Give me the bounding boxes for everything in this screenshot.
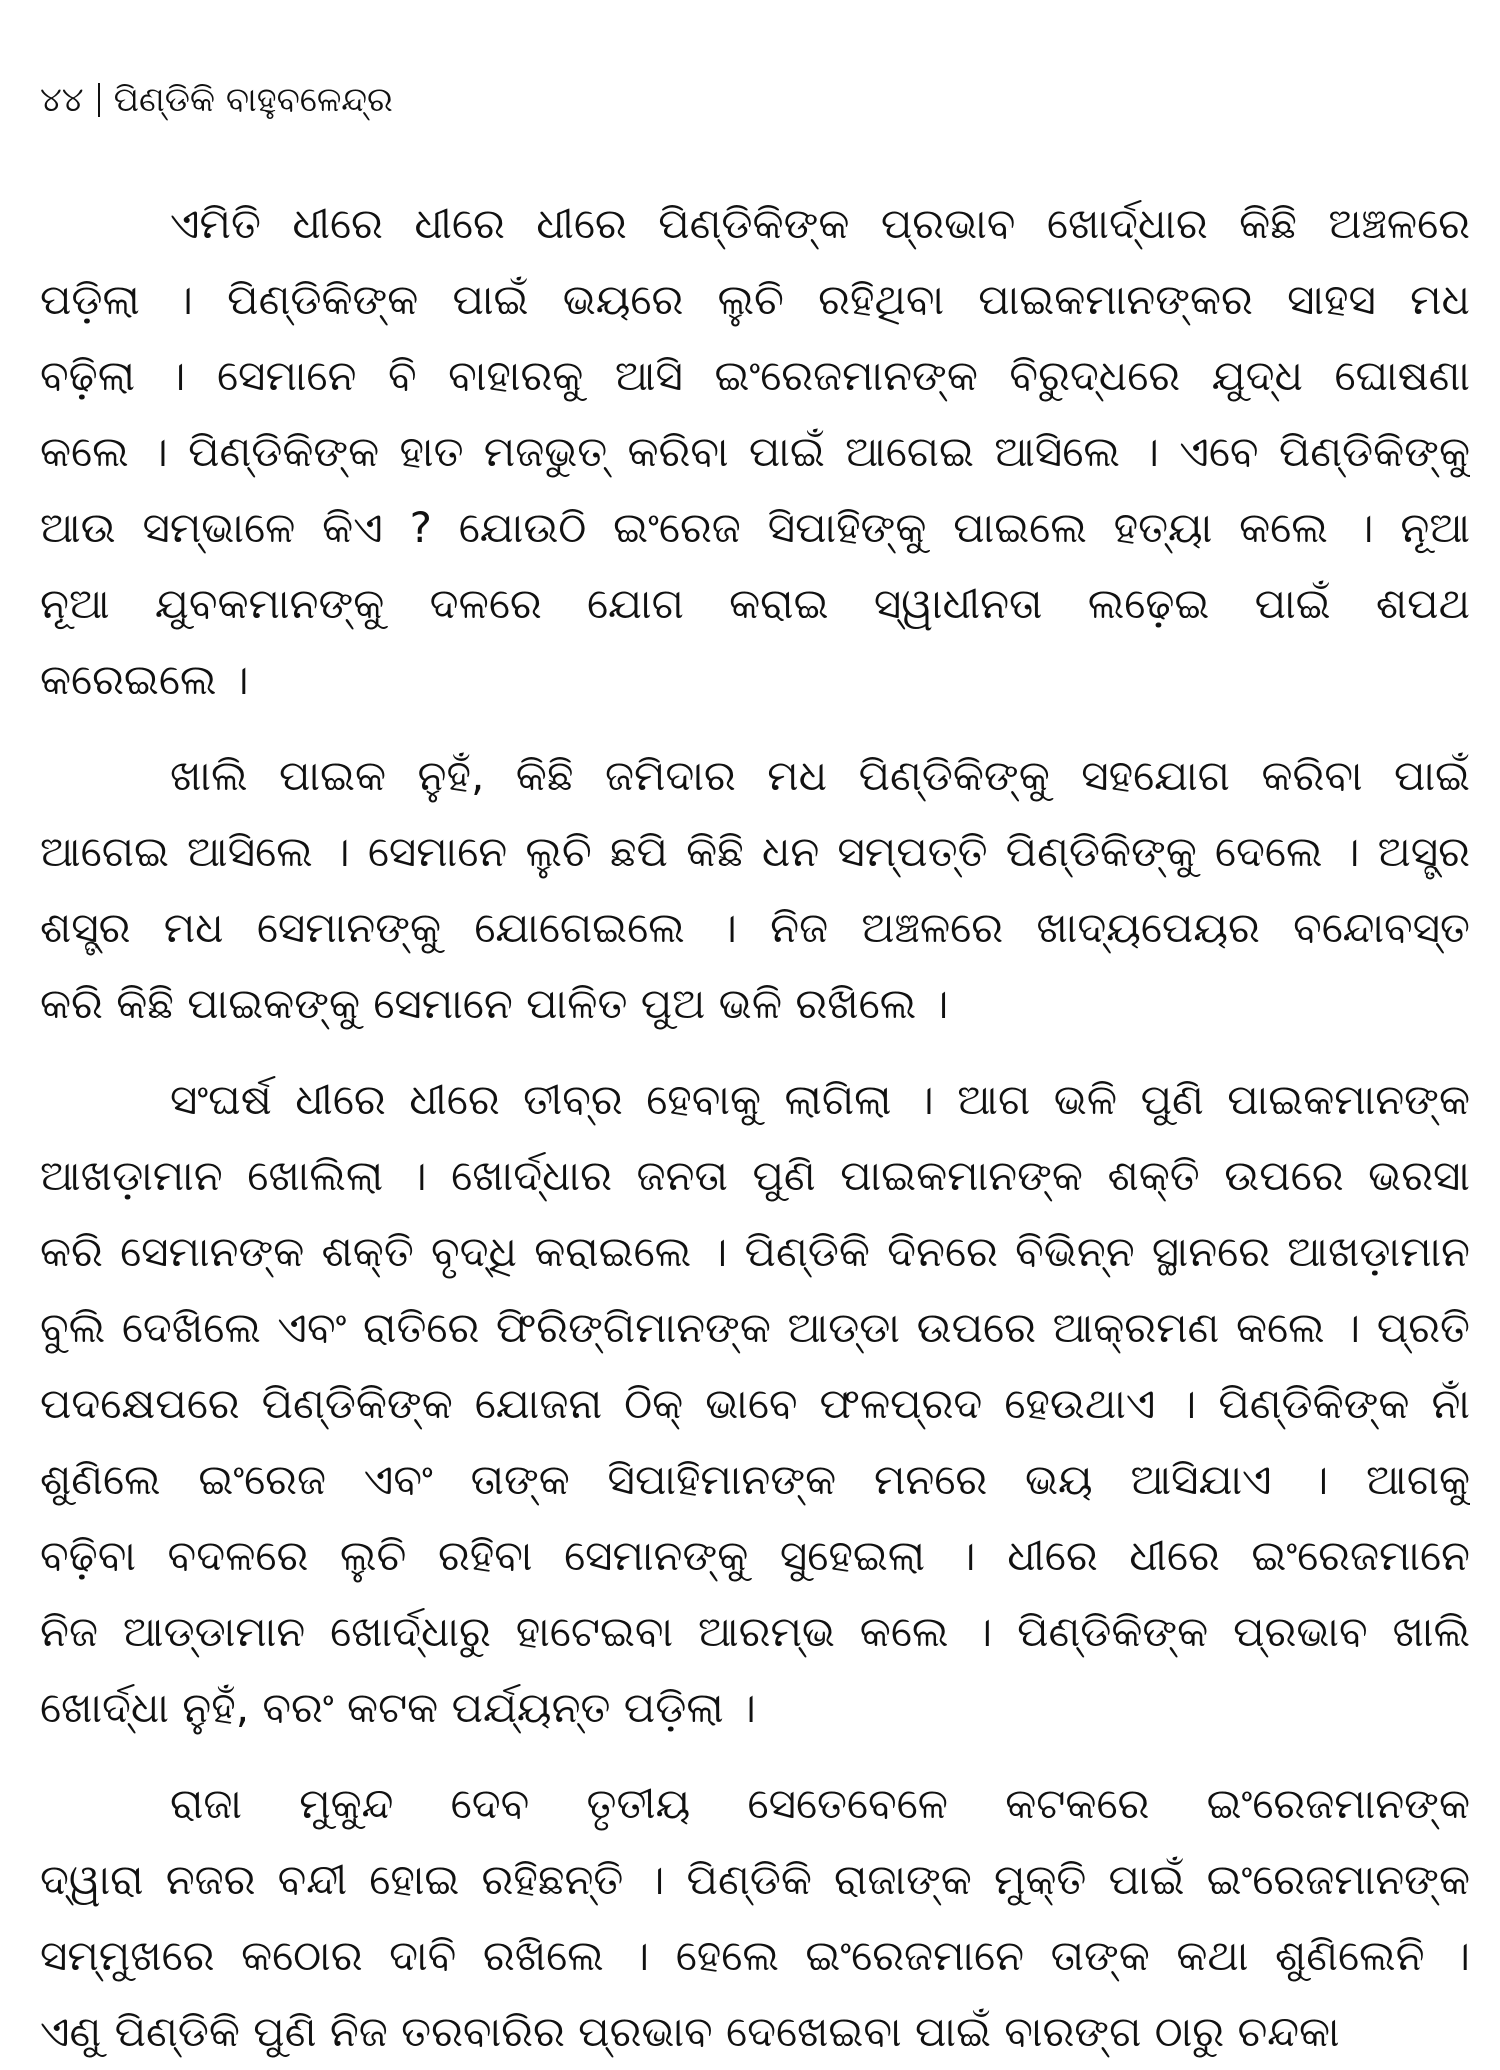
text-line: ସମ୍ମୁଖରେ କଠୋର ଦାବି ରଖିଲେ । ହେଲେ ଇଂରେଜମାନେ ତାଙ୍କ କଥା ଶୁଣିଲେନି । — [40, 1931, 1470, 1980]
text-line: ଶସ୍ତ୍ର ମଧ ସେମାନଙ୍କୁ ଯୋଗେଇଲେ । ନିଜ ଅଞ୍ଚଳରେ ଖାଦ୍ୟପେୟର ବନ୍ଦୋବସ୍ତ — [40, 903, 1470, 952]
text-line: ଖୋର୍ଦ୍ଧା ନୁହଁ, ବରଂ କଟକ ପର୍ଯ୍ୟନ୍ତ ପଡ଼ିଲା । — [40, 1683, 756, 1732]
text-line: ବୁଲି ଦେଖିଲେ ଏବଂ ରାତିରେ ଫିରିଙ୍ଗିମାନଙ୍କ ଆଡ୍ଡା ଉପରେ ଆକ୍ରମଣ କଲେ । ପ୍ରତି — [40, 1303, 1470, 1352]
text-line: ରାଜା ମୁକୁନ୍ଦ ଦେବ ତୃତୀୟ ସେତେବେଳେ କଟକରେ ଇଂରେଜମାନଙ୍କ — [170, 1779, 1470, 1828]
text-line: ଦ୍ୱାରା ନଜର ବନ୍ଦୀ ହୋଇ ରହିଛନ୍ତି । ପିଣ୍ଡିକି ରାଜାଙ୍କ ମୁକ୍ତି ପାଇଁ ଇଂରେଜମାନଙ୍କ — [40, 1855, 1470, 1904]
text-line: ସଂଘର୍ଷ ଧୀରେ ଧୀରେ ତୀବ୍ର ହେବାକୁ ଲାଗିଲା । ଆଗ ଭଳି ପୁଣି ପାଇକମାନଙ୍କ — [170, 1075, 1470, 1124]
text-line: ନିଜ ଆଡ୍ଡାମାନ ଖୋର୍ଦ୍ଧାରୁ ହାଟେଇବା ଆରମ୍ଭ କଲେ । ପିଣ୍ଡିକିଙ୍କ ପ୍ରଭାବ ଖାଲି — [40, 1607, 1470, 1656]
page-number: ୪୪ — [40, 80, 84, 120]
text-line: ଆଗେଇ ଆସିଲେ । ସେମାନେ ଲୁଚି ଛପି କିଛି ଧନ ସମ୍ପତ୍ତି ପିଣ୍ଡିକିଙ୍କୁ ଦେଲେ । ଅସ୍ତ୍ର — [40, 827, 1470, 876]
text-line: କରେଇଲେ । — [40, 655, 249, 704]
text-line: ପଡ଼ିଲା । ପିଣ୍ଡିକିଙ୍କ ପାଇଁ ଭୟରେ ଲୁଚି ରହିଥିବା ପାଇକମାନଙ୍କର ସାହସ ମଧ — [40, 275, 1470, 324]
text-line: କଲେ । ପିଣ୍ଡିକିଙ୍କ ହାତ ମଜଭୁତ୍ କରିବା ପାଇଁ ଆଗେଇ ଆସିଲେ । ଏବେ ପିଣ୍ଡିକିଙ୍କୁ — [40, 427, 1470, 476]
text-line: ବଢ଼ିଲା । ସେମାନେ ବି ବାହାରକୁ ଆସି ଇଂରେଜମାନଙ୍କ ବିରୁଦ୍ଧରେ ଯୁଦ୍ଧ ଘୋଷଣା — [40, 351, 1470, 400]
paragraph — [40, 1062, 1470, 1746]
text-line: କରି କିଛି ପାଇକଙ୍କୁ ସେମାନେ ପାଳିତ ପୁଅ ଭଳି ରଖିଲେ । — [40, 979, 949, 1028]
book-title: ପିଣ୍ଡିକି ବାହୁବଳେନ୍ଦ୍ର — [113, 80, 393, 120]
running-header — [40, 70, 1470, 130]
text-line: କରି ସେମାନଙ୍କ ଶକ୍ତି ବୃଦ୍ଧି କରାଇଲେ । ପିଣ୍ଡିକି ଦିନରେ ବିଭିନ୍ନ ସ୍ଥାନରେ ଆଖଡ଼ାମାନ — [40, 1227, 1470, 1276]
text-line: ଏମିତି ଧୀରେ ଧୀରେ ଧୀରେ ପିଣ୍ଡିକିଙ୍କ ପ୍ରଭାବ ଖୋର୍ଦ୍ଧାର କିଛି ଅଞ୍ଚଳରେ — [170, 199, 1470, 248]
paragraph — [40, 186, 1470, 718]
header-separator — [98, 83, 100, 117]
paragraph — [40, 1766, 1470, 2070]
text-line: ଖାଲି ପାଇକ ନୁହଁ, କିଛି ଜମିଦାର ମଧ ପିଣ୍ଡିକିଙ୍କୁ ସହଯୋଗ କରିବା ପାଇଁ — [170, 751, 1470, 800]
text-line: ଶୁଣିଲେ ଇଂରେଜ ଏବଂ ତାଙ୍କ ସିପାହିମାନଙ୍କ ମନରେ ଭୟ ଆସିଯାଏ । ଆଗକୁ — [40, 1455, 1470, 1504]
paragraph — [40, 738, 1470, 1042]
text-line: ଏଣୁ ପିଣ୍ଡିକି ପୁଣି ନିଜ ତରବାରିର ପ୍ରଭାବ ଦେଖେଇବା ପାଇଁ ବାରଙ୍ଗ ଠାରୁ ଚନ୍ଦକା — [40, 2007, 1340, 2056]
text-line: ନୂଆ ଯୁବକମାନଙ୍କୁ ଦଳରେ ଯୋଗ କରାଇ ସ୍ୱାଧୀନତା ଲଢ଼େଇ ପାଇଁ ଶପଥ — [40, 579, 1470, 628]
text-line: ପଦକ୍ଷେପରେ ପିଣ୍ଡିକିଙ୍କ ଯୋଜନା ଠିକ୍ ଭାବେ ଫଳପ୍ରଦ ହେଉଥାଏ । ପିଣ୍ଡିକିଙ୍କ ନାଁ — [40, 1379, 1470, 1428]
text-line: ଆଉ ସମ୍ଭାଳେ କିଏ ? ଯୋଉଠି ଇଂରେଜ ସିପାହିଙ୍କୁ ପାଇଲେ ହତ୍ୟା କଲେ । ନୂଆ — [40, 503, 1470, 552]
text-line: ବଢ଼ିବା ବଦଳରେ ଲୁଚି ରହିବା ସେମାନଙ୍କୁ ସୁହେଇଲା । ଧୀରେ ଧୀରେ ଇଂରେଜମାନେ — [40, 1531, 1470, 1580]
text-line: ଆଖଡ଼ାମାନ ଖୋଲିଲା । ଖୋର୍ଦ୍ଧାର ଜନତା ପୁଣି ପାଇକମାନଙ୍କ ଶକ୍ତି ଉପରେ ଭରସା — [40, 1151, 1470, 1200]
body-text — [40, 186, 1470, 2070]
